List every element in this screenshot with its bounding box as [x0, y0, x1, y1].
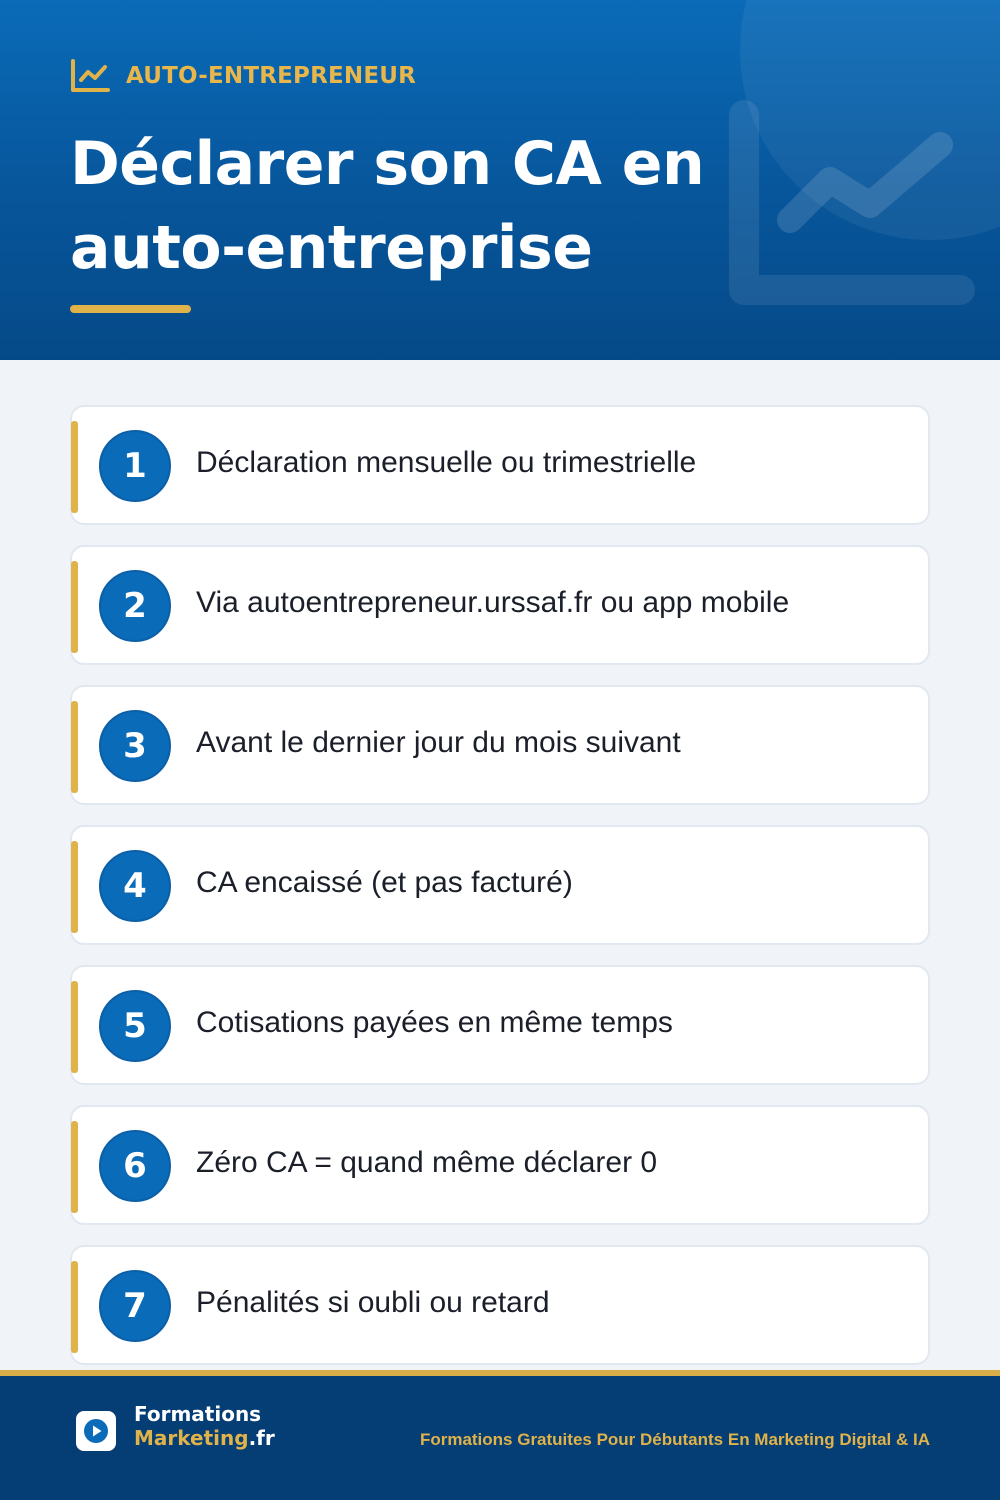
play-icon	[83, 1418, 109, 1444]
card-accent-bar	[71, 701, 78, 793]
step-number-badge: 4	[99, 850, 171, 922]
brand-name-line-1: Formations	[134, 1402, 262, 1426]
step-number-badge: 6	[99, 1130, 171, 1202]
brand-name-line-2	[134, 1426, 275, 1450]
step-text: CA encaissé (et pas facturé)	[196, 866, 573, 899]
brand-name-marketing: Marketing	[134, 1426, 249, 1450]
step-number-badge: 2	[99, 570, 171, 642]
step-card-2	[70, 545, 930, 665]
step-card-3	[70, 685, 930, 805]
step-card-4	[70, 825, 930, 945]
step-text: Pénalités si oubli ou retard	[196, 1286, 550, 1319]
card-accent-bar	[71, 841, 78, 933]
card-accent-bar	[71, 1261, 78, 1353]
title-line-2: auto-entreprise	[70, 213, 593, 283]
step-text: Cotisations payées en même temps	[196, 1006, 673, 1039]
card-accent-bar	[71, 1121, 78, 1213]
step-number-badge: 5	[99, 990, 171, 1062]
card-accent-bar	[71, 561, 78, 653]
step-text: Déclaration mensuelle ou trimestrielle	[196, 446, 697, 479]
header-banner	[0, 0, 1000, 360]
step-card-6	[70, 1105, 930, 1225]
card-accent-bar	[71, 421, 78, 513]
brand-logo[interactable]	[76, 1411, 116, 1451]
step-number-badge: 1	[99, 430, 171, 502]
step-number-badge: 7	[99, 1270, 171, 1342]
step-text: Via autoentrepreneur.urssaf.fr ou app mobile	[196, 586, 790, 619]
step-card-5	[70, 965, 930, 1085]
step-text: Zéro CA = quand même déclarer 0	[196, 1146, 658, 1179]
step-card-7	[70, 1245, 930, 1365]
card-accent-bar	[71, 981, 78, 1073]
step-card-1	[70, 405, 930, 525]
title-underline	[70, 305, 191, 313]
brand-tld: .fr	[248, 1426, 275, 1450]
category-badge	[70, 58, 416, 94]
footer	[0, 1370, 1000, 1500]
steps-list	[70, 405, 930, 1385]
page-title	[70, 122, 770, 290]
step-text: Avant le dernier jour du mois suivant	[196, 726, 681, 759]
chart-line-icon	[70, 58, 110, 94]
step-number-badge: 3	[99, 710, 171, 782]
footer-tagline: Formations Gratuites Pour Débutants En Marketing Digital & IA	[419, 1430, 930, 1449]
title-line-1: Déclarer son CA en	[70, 129, 705, 199]
category-label: AUTO-ENTREPRENEUR	[126, 63, 417, 89]
